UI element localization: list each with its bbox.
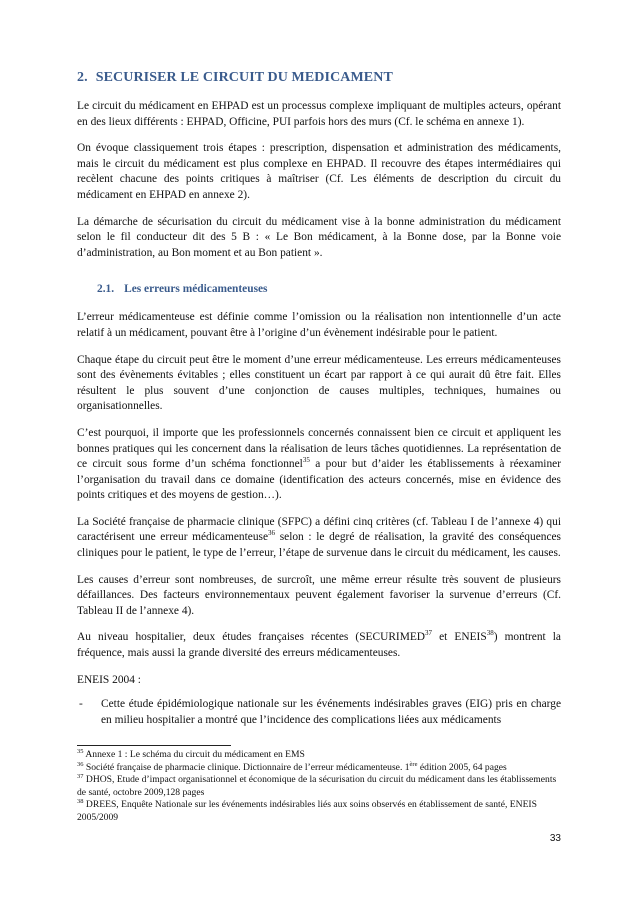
paragraph: La démarche de sécurisation du circuit du médicament vise à la bonne administration du médicament selon le fil conducteur dit des 5 B : « Le Bon médicament, à la Bonne dose, par la Bonne voie d’administration, au Bon moment et au Bon patient ». [77, 215, 561, 259]
footnotes [77, 749, 561, 825]
footnote [77, 799, 561, 824]
page-number: 33 [549, 833, 561, 844]
subsection-heading [97, 283, 561, 295]
paragraph: Le circuit du médicament en EHPAD est un processus complexe impliquant de multiples acteurs, opérant en des lieux différents : EHPAD, Officine, PUI parfois hors des murs (Cf. le schéma en annexe 1). [77, 100, 561, 128]
footnote-number: 35 [77, 747, 84, 755]
section-title: SECURISER LE CIRCUIT DU MEDICAMENT [95, 70, 393, 85]
paragraph [77, 515, 561, 562]
footnote-text: édition 2005, 64 pages [417, 761, 507, 773]
footnote-ref[interactable]: 35 [302, 456, 310, 465]
paragraph [77, 426, 561, 504]
page-body [77, 70, 561, 728]
paragraph [77, 630, 561, 661]
section-number: 2. [77, 70, 88, 85]
paragraph: ENEIS 2004 : [77, 673, 141, 686]
paragraph-text: La Société française de pharmacie clinique (SFPC) a défini cinq critères (cf. Tableau I de l’annexe 4) qui caractérisent une erreur médicamenteuse [77, 515, 561, 544]
bullet-dash: - [79, 698, 83, 711]
footnote-text: DREES, Enquête Nationale sur les événements indésirables liés aux soins observés en établissement de santé, ENEIS 2005/2009 [77, 799, 537, 823]
subsection-number: 2.1. [97, 283, 115, 296]
footnote-ref[interactable]: 37 [425, 629, 433, 638]
list-item-text: Cette étude épidémiologique nationale sur les événements indésirables graves (EIG) pris en charge en milieu hospitalier a montré que l’incidence des complications liées aux médicaments [101, 698, 561, 726]
footnote-ref[interactable]: 36 [268, 529, 276, 538]
paragraph: L’erreur médicamenteuse est définie comme l’omission ou la réalisation non intentionnelle d’un acte relatif à un médicament, pouvant être à l’origine d’un évènement indésirable pour le patient. [77, 311, 561, 339]
ordinal-suffix: ère [409, 760, 418, 768]
paragraph-text: Au niveau hospitalier, deux études françaises récentes (SECURIMED [77, 631, 426, 644]
paragraph-text: et ENEIS [432, 631, 487, 644]
footnote [77, 762, 561, 775]
paragraph-text: a pour but d’aider les établissements à réexaminer l’organisation du travail dans ce domaine (identification des acteurs concernés, mise en évidence des points critiques et des moyens de gestion…). [77, 458, 562, 502]
list-item [77, 697, 561, 728]
footnote-text: DHOS, Etude d’impact organisationnel et économique de la sécurisation du circuit du médicament dans les établissements de santé, octobre 2009,128 pages [77, 774, 557, 798]
footnote-number: 38 [77, 798, 84, 806]
footnote [77, 774, 561, 799]
paragraph: On évoque classiquement trois étapes : prescription, dispensation et administration des médicaments, mais le circuit du médicament est plus complexe en EHPAD. Il recouvre des étapes intermédiaires qui recèlent chacune des points critiques à maîtriser (Cf. Les éléments de description du circuit du médicament en EHPAD en annexe 2). [77, 142, 561, 201]
paragraph-text: ) montrent la fréquence, mais aussi la grande diversité des erreurs médicamenteuses. [77, 631, 561, 660]
paragraph: Les causes d’erreur sont nombreuses, de surcroît, une même erreur résulte très souvent de plusieurs défaillances. Des facteurs environnementaux peuvent également favoriser la survenue d’erreurs (Cf. Tableau II de l’annexe 4). [77, 573, 561, 617]
footnote [77, 749, 561, 762]
paragraph: Chaque étape du circuit peut être le moment d’une erreur médicamenteuse. Les erreurs médicamenteuses sont des évènements évitables ; elles constituent un écart par rapport à ce qui aurait dû être fait. Elles résultent le plus souvent d’une conjonction de causes multiples, techniques, humaines ou organisationnelles. [77, 353, 561, 413]
footnote-number: 37 [77, 773, 84, 780]
paragraph-text: C’est pourquoi, il importe que les professionnels concernés connaissent bien ce circuit et appliquent les bonnes pratiques qui les concernent dans la réalisation de leurs tâches quotidiennes. La représentation de ce circuit sous forme d’un schéma fonctionnel [77, 426, 561, 471]
footnote-text: Annexe 1 : Le schéma du circuit du médicament en EMS [83, 749, 305, 760]
paragraph-text: selon : le degré de réalisation, la gravité des conséquences cliniques pour le patient, le type de l’erreur, l’étape de survenue dans le circuit du médicament, les causes. [77, 531, 561, 560]
footnote-ref[interactable]: 38 [486, 629, 494, 638]
subsection-title: Les erreurs médicamenteuses [124, 283, 268, 296]
footnote-number: 36 [77, 760, 84, 768]
footnote-divider [77, 745, 231, 746]
footnote-text: Société française de pharmacie clinique. Dictionnaire de l’erreur médicamenteuse. 1 [83, 761, 410, 773]
section-heading [77, 70, 561, 86]
